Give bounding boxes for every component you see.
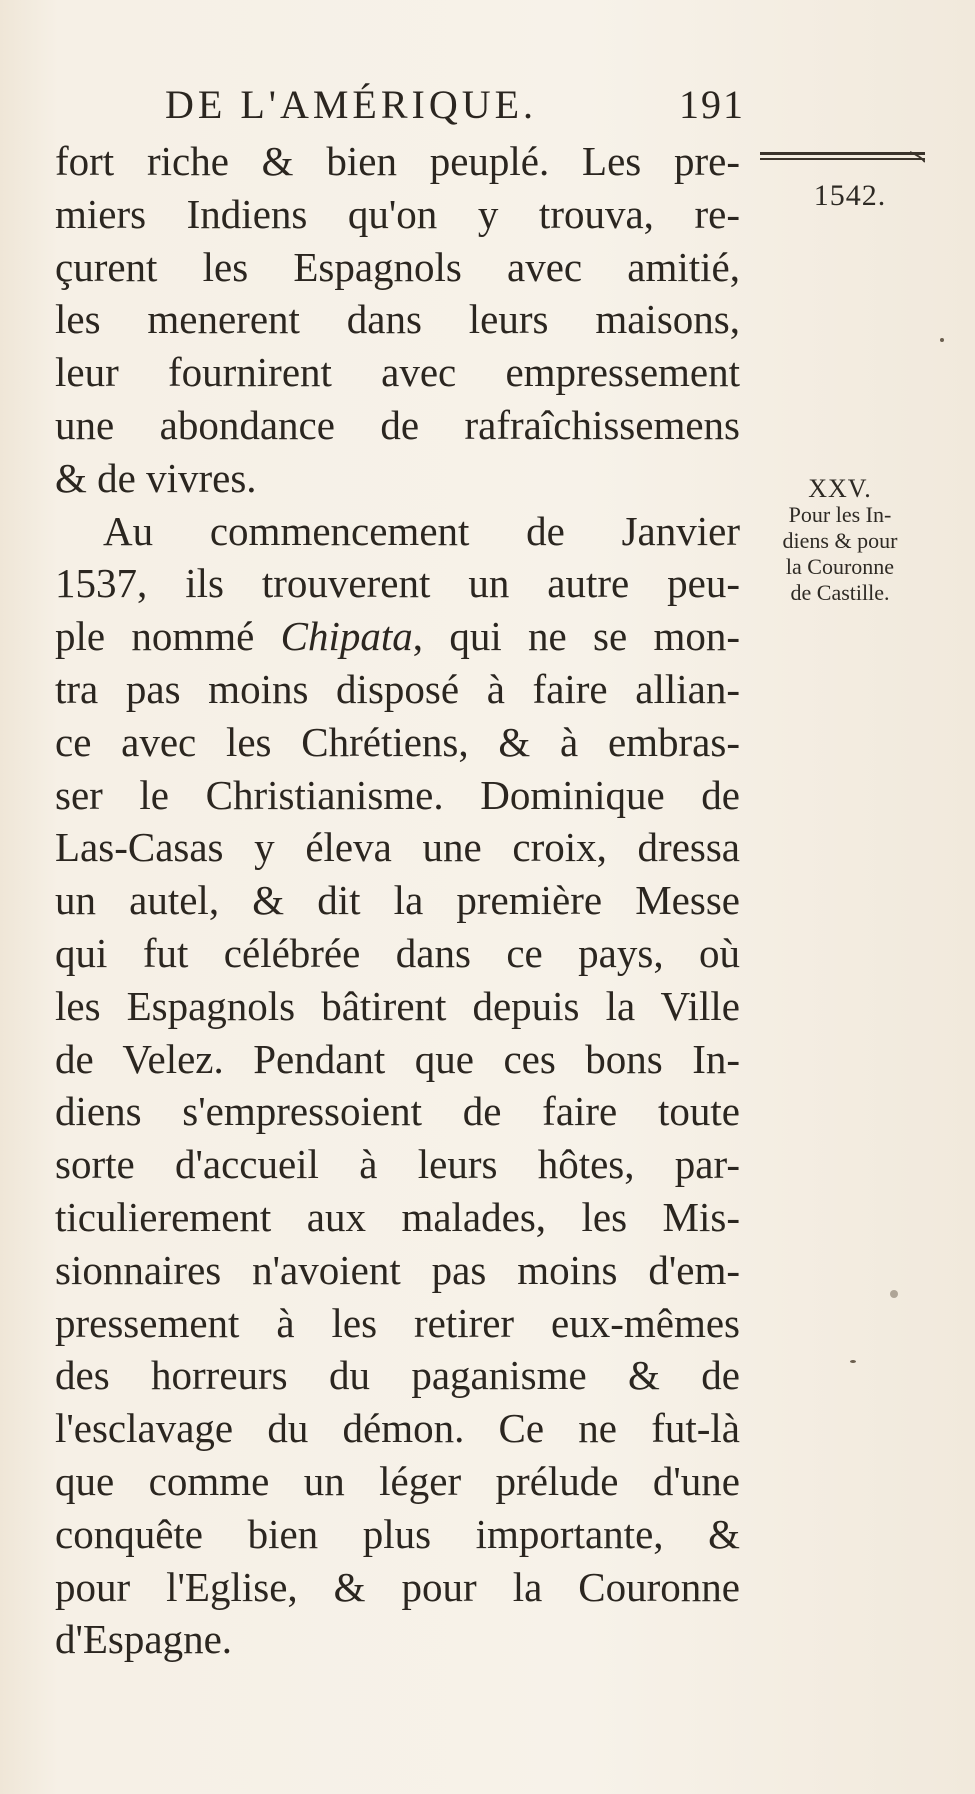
body-text: [55, 135, 740, 1666]
text-line: & de vivres.: [55, 454, 257, 501]
italic-place-name: Chipata: [280, 613, 413, 660]
text-line: pressement à les retirer eux-mêmes: [55, 1299, 740, 1346]
text-fragment: , qui ne se mon-: [412, 613, 740, 660]
sidenote-line: Pour les In-: [788, 502, 892, 527]
text-line: l'esclavage du démon. Ce ne fut-là: [55, 1405, 740, 1452]
sidenote-line: de Castille.: [790, 580, 890, 605]
printer-rule-ornament: [760, 150, 925, 164]
text-line: ser le Christianisme. Dominique de: [55, 771, 740, 818]
text-fragment: ple nommé: [55, 613, 255, 660]
text-line: de Velez. Pendant que ces bons In-: [55, 1035, 740, 1082]
paragraph-first-line: Au commencement de Janvier: [103, 507, 740, 554]
text-line-with-italic: [55, 610, 740, 663]
text-line: ce avec les Chrétiens, & à embras-: [55, 718, 740, 765]
page-number: 191: [679, 82, 745, 127]
text-line: 1537, ils trouverent un autre peu-: [55, 560, 740, 607]
margin-sidenote: [740, 476, 940, 606]
text-line: Las-Casas y éleva une croix, dressa: [55, 824, 740, 871]
paper-speck: [940, 338, 944, 342]
sidenote-line: la Couronne: [785, 554, 895, 579]
sidenote-line: diens & pour: [782, 528, 898, 553]
page-header: [165, 80, 745, 130]
text-line: les Espagnols bâtirent depuis la Ville: [55, 982, 740, 1029]
text-line: que comme un léger prélude d'une: [55, 1457, 740, 1504]
text-line: un autel, & dit la première Messe: [55, 877, 740, 924]
text-line: conquête bien plus importante, &: [55, 1510, 740, 1557]
text-line: ticulierement aux malades, les Mis-: [55, 1193, 740, 1240]
running-title: DE L'AMÉRIQUE.: [165, 82, 538, 127]
text-line: sionnaires n'avoient pas moins d'em-: [55, 1246, 740, 1293]
text-line: qui fut célébrée dans ce pays, où: [55, 929, 740, 976]
text-line: sorte d'accueil à leurs hôtes, par-: [55, 1141, 740, 1188]
text-line: des horreurs du paganisme & de: [55, 1352, 740, 1399]
text-line: fort riche & bien peuplé. Les pre-: [55, 138, 740, 184]
paper-speck: [890, 1290, 898, 1298]
paper-speck: [850, 1360, 856, 1363]
text-line: leur fournirent avec empressement: [55, 349, 740, 396]
text-line: les menerent dans leurs maisons,: [55, 296, 740, 343]
sidenote-number: XXV.: [808, 474, 872, 503]
text-line: pour l'Eglise, & pour la Couronne: [55, 1563, 740, 1610]
text-line: tra pas moins disposé à faire allian-: [55, 665, 740, 712]
margin-year: 1542.: [813, 179, 887, 212]
text-line: miers Indiens qu'on y trouva, re-: [55, 190, 740, 237]
text-line: d'Espagne.: [55, 1616, 233, 1663]
text-line: une abondance de rafraîchissemens: [55, 401, 740, 448]
text-line: diens s'empressoient de faire toute: [55, 1088, 740, 1135]
text-line: çurent les Espagnols avec amitié,: [55, 243, 740, 290]
